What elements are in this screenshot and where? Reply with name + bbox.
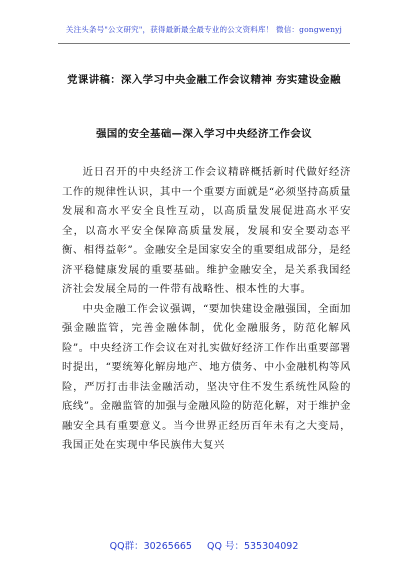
document-title-line-2: 强国的安全基础—深入学习中央经济工作会议 [96,128,312,140]
footer-qq-number: QQ 号：535304092 [206,541,299,552]
footer-qq-group: QQ群：30265665 [109,541,192,552]
document-body [62,163,351,456]
paragraph: 近日召开的中央经济工作会议精辟概括新时代做好经济工作的规律性认识，其中一个重要方面就是“必须坚持高质量发展和高水平安全良性互动，以高质量发展促进高水平安全，以高水平安全保障高质量发展，发展和安全要动态平衡、相得益彰”。金融安全是国家安全的重要组成部分，是经济平稳健康发展的重要基础。维护金融安全，是关系我国经济社会发展全局的一件带有战略性、根本性的大事。 [62,166,351,295]
footer [0,538,408,552]
header-divider [58,43,350,44]
header-banner: 关注头条号"公文研究"，获得最新最全最专业的公文资料库！ 微信：gongwenyj [65,25,343,34]
paragraph: 中央金融工作会议强调，“要加快建设金融强国，全面加强金融监管，完善金融体制，优化金融服务，防范化解风险”。中央经济工作会议在对扎实做好经济工作作出重要部署时提出，“要统筹化解房地产、地方债务、中小金融机构等风险，严厉打击非法金融活动，坚决守住不发生系统性风险的底线”。金融监管的加强与金融风险的防范化解，对于维护金融安全具有重要意义。当今世界正经历百年未有之大变局，我国正处在实现中华民族伟大复兴 [62,302,351,451]
document-title-line-1: 党课讲稿：深入学习中央金融工作会议精神 夯实建设金融 [67,74,341,86]
